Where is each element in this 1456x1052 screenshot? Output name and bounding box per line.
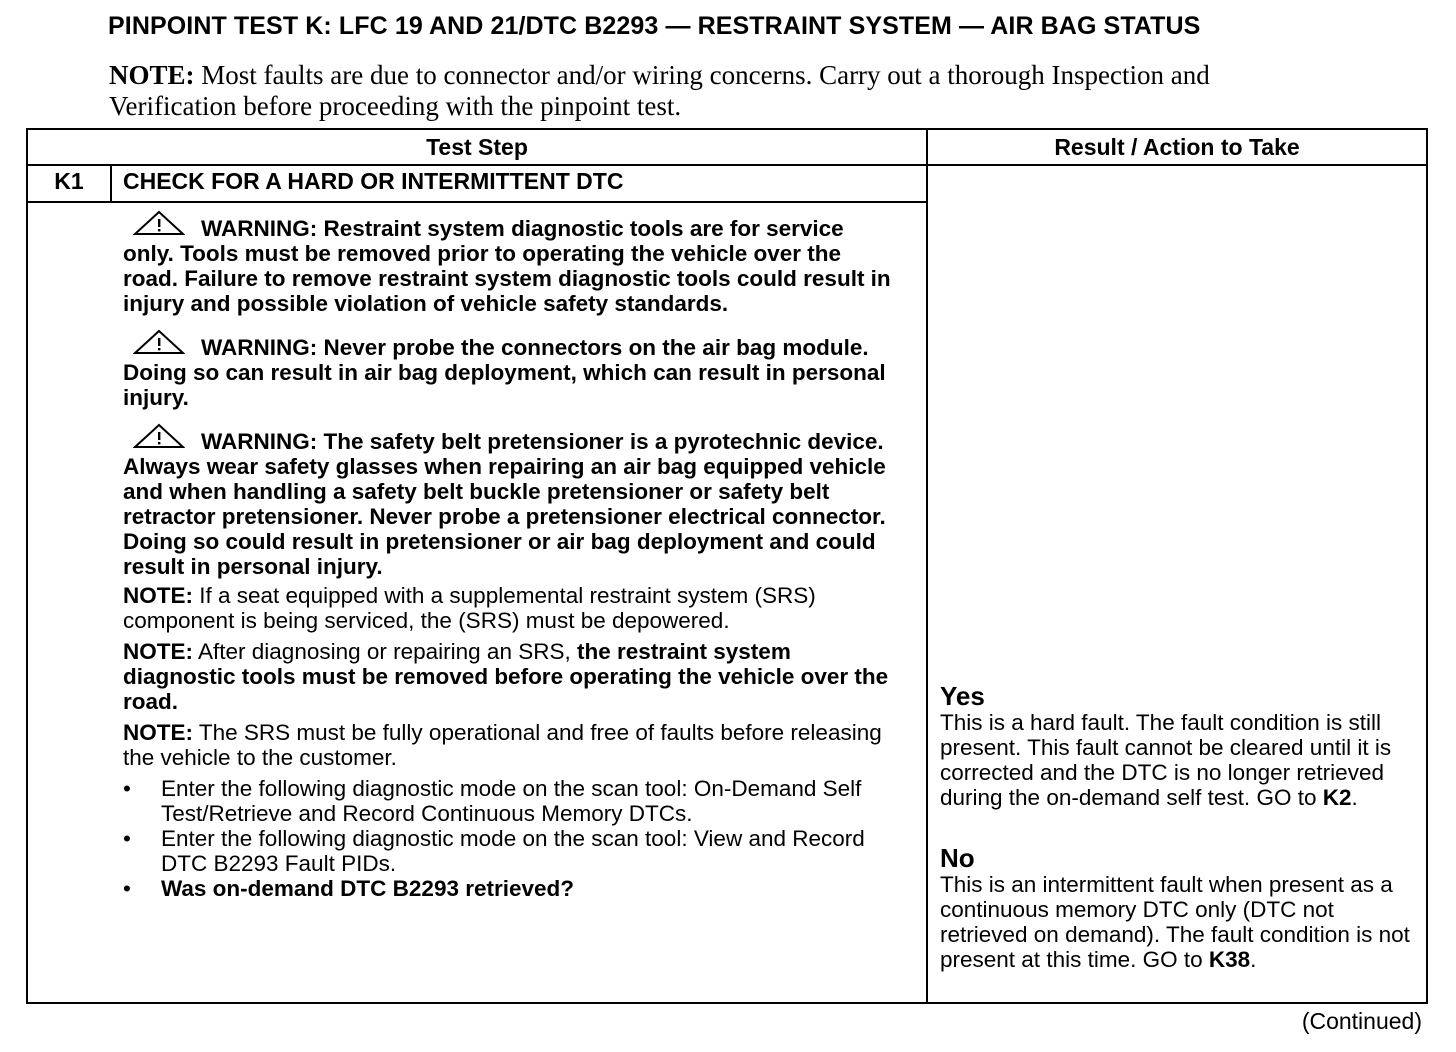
list-item-text: Enter the following diagnostic mode on the scan tool: On-Demand Self Test/Retrieve and Record Continuous Memory DTCs. <box>161 776 862 826</box>
test-step-body <box>123 210 898 901</box>
step-title-divider <box>28 201 926 203</box>
continued-label: (Continued) <box>1301 1008 1422 1034</box>
result-no-text <box>940 872 1425 972</box>
note-block <box>123 639 898 714</box>
list-item <box>123 826 898 876</box>
note-text: If a seat equipped with a supplemental restraint system (SRS) component is being serviced, the (SRS) must be depowered. <box>123 583 816 633</box>
list-item <box>123 776 898 826</box>
bullet: • <box>123 876 131 901</box>
step-number: K1 <box>54 168 84 194</box>
warning-text: WARNING: The safety belt pretensioner is a pyrotechnic device. Always wear safety glasses when repairing an air bag equipped vehicle and when handling a safety belt buckle pretensioner or safety belt retractor pretensioner. Never probe a pretensioner electrical connector. Doing so could result in pretensioner or air bag deployment and could result in personal injury. <box>123 429 886 579</box>
note-text: After diagnosing or repairing an SRS, <box>193 639 577 664</box>
header-test-step: Test Step <box>426 134 528 160</box>
result-yes-label: Yes <box>940 681 985 711</box>
step-number-divider <box>110 166 112 202</box>
header-divider <box>28 164 1426 166</box>
result-no-period: . <box>1250 947 1257 972</box>
warning-triangle-icon <box>133 210 185 236</box>
page-title: PINPOINT TEST K: LFC 19 AND 21/DTC B2293 — RESTRAINT SYSTEM — AIR BAG STATUS <box>108 12 1201 40</box>
note-label: NOTE: <box>123 583 193 608</box>
result-yes <box>940 682 1425 810</box>
note-label: NOTE: <box>123 720 193 745</box>
step-title: CHECK FOR A HARD OR INTERMITTENT DTC <box>123 168 624 194</box>
warning-block <box>123 423 898 579</box>
list-item-text: Enter the following diagnostic mode on the scan tool: View and Record DTC B2293 Fault PIDs. <box>161 826 865 876</box>
question-text: Was on-demand DTC B2293 retrieved? <box>161 876 575 901</box>
result-yes-period: . <box>1351 785 1358 810</box>
result-yes-description: This is a hard fault. The fault condition is still present. This fault cannot be cleared until it is corrected and the DTC is no longer retrieved during the on-demand self test. GO to <box>940 710 1392 810</box>
result-no-label: No <box>940 843 975 873</box>
warning-text: WARNING: Never probe the connectors on the air bag module. Doing so can result in air bag deployment, which can result in personal injury. <box>123 335 886 410</box>
note-block <box>123 583 898 633</box>
intro-note-text: Most faults are due to connector and/or wiring concerns. Carry out a thorough Inspection and Verification before proceeding with the pinpoint test. <box>109 60 1210 121</box>
pinpoint-test-table <box>26 128 1428 1004</box>
intro-note-label: NOTE: <box>109 60 195 90</box>
result-no-description: This is an intermittent fault when present as a continuous memory DTC only (DTC not retrieved on demand). The fault condition is not present at this time. GO to <box>940 872 1410 972</box>
result-no <box>940 844 1425 972</box>
result-yes-text <box>940 710 1425 810</box>
warning-text: WARNING: Restraint system diagnostic tools are for service only. Tools must be removed prior to operating the vehicle over the road. Failure to remove restraint system diagnostic tools could result in injury and possible violation of vehicle safety standards. <box>123 216 891 316</box>
list-item <box>123 876 898 901</box>
instruction-list <box>123 776 898 901</box>
column-divider <box>926 130 928 1002</box>
warning-block <box>123 329 898 410</box>
goto-k38-link[interactable]: K38 <box>1208 947 1251 972</box>
note-label: NOTE: <box>123 639 193 664</box>
note-block <box>123 720 898 770</box>
goto-k2-link[interactable]: K2 <box>1322 785 1352 810</box>
warning-triangle-icon <box>133 329 185 355</box>
note-bold-text: the restraint system diagnostic tools must be removed before operating the vehicle over the road. <box>123 639 889 714</box>
bullet: • <box>123 826 131 851</box>
header-result-action: Result / Action to Take <box>1054 134 1300 160</box>
warning-triangle-icon <box>133 423 185 449</box>
bullet: • <box>123 776 131 801</box>
note-text: The SRS must be fully operational and free of faults before releasing the vehicle to the customer. <box>123 720 882 770</box>
warning-block <box>123 210 898 316</box>
intro-note <box>109 60 1309 122</box>
